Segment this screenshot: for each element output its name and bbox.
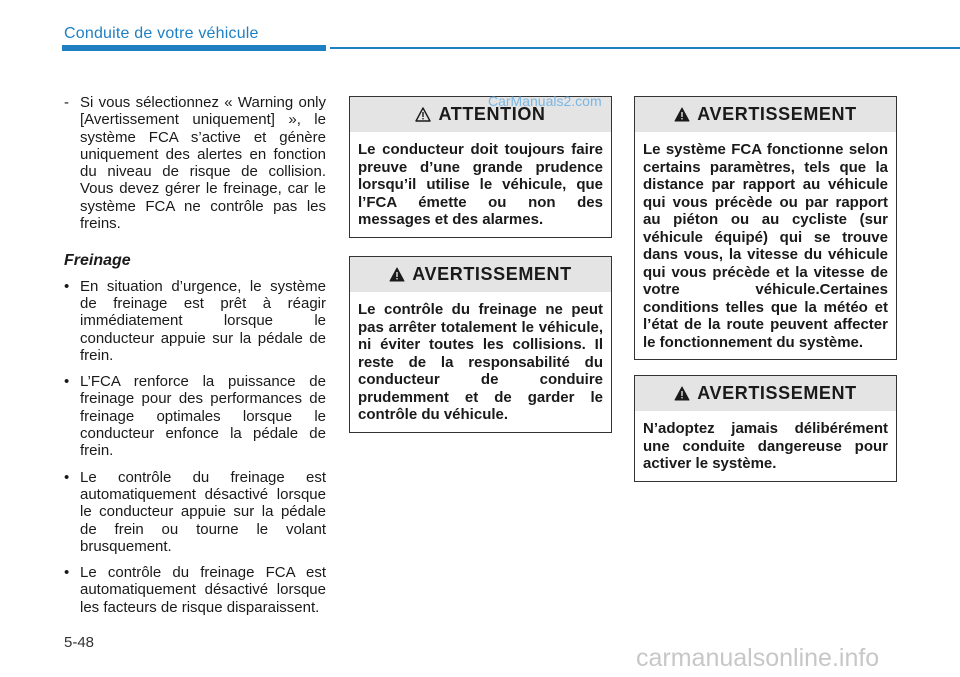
header-rule-thin bbox=[330, 47, 960, 49]
warning-box-braking bbox=[349, 256, 612, 433]
warning-box-parameters-header bbox=[635, 97, 896, 132]
watermark-site: carmanualsonline.info bbox=[636, 644, 880, 672]
bullet-text: En situation d’urgence, le système de freinage est prêt à réagir immédiatement lorsque le conducteur appuie sur la pédale de frein. bbox=[80, 277, 326, 364]
warning-filled-icon bbox=[389, 267, 405, 282]
warning-outline-icon bbox=[415, 107, 431, 122]
attention-box-text: Le conducteur doit toujours faire preuve d’une grande prudence lorsqu’il utilise le véhicule, que l’FCA émette ou non des messages et des alarmes. bbox=[358, 141, 603, 228]
section-title: Conduite de votre véhicule bbox=[64, 25, 259, 42]
bullet-item bbox=[64, 278, 326, 364]
warning-box-dangerous-driving bbox=[634, 375, 897, 482]
bullet-text: Le contrôle du freinage FCA est automatiquement désactivé lorsque les facteurs de risque disparaissent. bbox=[80, 564, 326, 616]
watermark-link[interactable]: CarManuals2.com bbox=[488, 93, 602, 109]
attention-box-title: ATTENTION bbox=[438, 104, 546, 124]
intro-paragraph bbox=[64, 94, 326, 232]
warning-filled-icon bbox=[674, 107, 690, 122]
warning-box-braking-header bbox=[350, 257, 611, 292]
bullet-item bbox=[64, 469, 326, 555]
warning-filled-icon bbox=[674, 386, 690, 401]
warning-box-parameters bbox=[634, 96, 897, 360]
freinage-heading: Freinage bbox=[64, 252, 131, 270]
header-rule-thick bbox=[62, 45, 326, 51]
intro-text: Si vous sélectionnez « Warning only [Avertissement uniquement] », le système FCA s’active et génère uniquement des alertes en fonction du niveau de risque de collision. Vous devez gérer le freinage, car le système FCA ne contrôle pas les freins. bbox=[80, 94, 326, 233]
warning-box-dangerous-driving-header bbox=[635, 376, 896, 411]
bullet-item bbox=[64, 373, 326, 459]
bullet-text: L’FCA renforce la puissance de freinage pour des performances de freinage optimales lorsque le conducteur enfonce la pédale de frein. bbox=[80, 373, 326, 460]
bullet-icon: • bbox=[64, 373, 70, 391]
warning-box-parameters-text: Le système FCA fonctionne selon certains paramètres, tels que la distance par rapport au véhicule qui vous précède ou par rapport au piéton ou au cycliste (sur véhicule équipé) qui se trouve dans vous, la vitesse du véhicule qui vous précède et la vitesse de votre véhicule.Certaines conditions telles que la météo et l’état de la route peuvent affecter le fonctionnement du système. bbox=[643, 141, 888, 351]
bullet-text: Le contrôle du freinage est automatiquement désactivé lorsque le conducteur appuie sur la pédale de frein ou tourne le volant brusquement. bbox=[80, 468, 326, 555]
bullet-icon: • bbox=[64, 468, 70, 486]
warning-box-parameters-title: AVERTISSEMENT bbox=[697, 104, 857, 124]
page-number: 5-48 bbox=[64, 634, 95, 651]
warning-box-dangerous-driving-text: N’adoptez jamais délibérément une conduite dangereuse pour activer le système. bbox=[643, 420, 888, 472]
warning-box-braking-title: AVERTISSEMENT bbox=[412, 264, 572, 284]
warning-box-dangerous-driving-title: AVERTISSEMENT bbox=[697, 383, 857, 403]
bullet-icon: • bbox=[64, 564, 70, 582]
dash-marker: - bbox=[64, 94, 69, 111]
attention-box bbox=[349, 96, 612, 238]
bullet-icon: • bbox=[64, 277, 70, 295]
left-column bbox=[64, 94, 326, 625]
warning-box-braking-text: Le contrôle du freinage ne peut pas arrêter totalement le véhicule, ni éviter toutes les collisions. Il reste de la responsabilité du conducteur de conduire prudemment et de garder le contrôle du véhicule. bbox=[358, 301, 603, 423]
bullet-item bbox=[64, 564, 326, 616]
